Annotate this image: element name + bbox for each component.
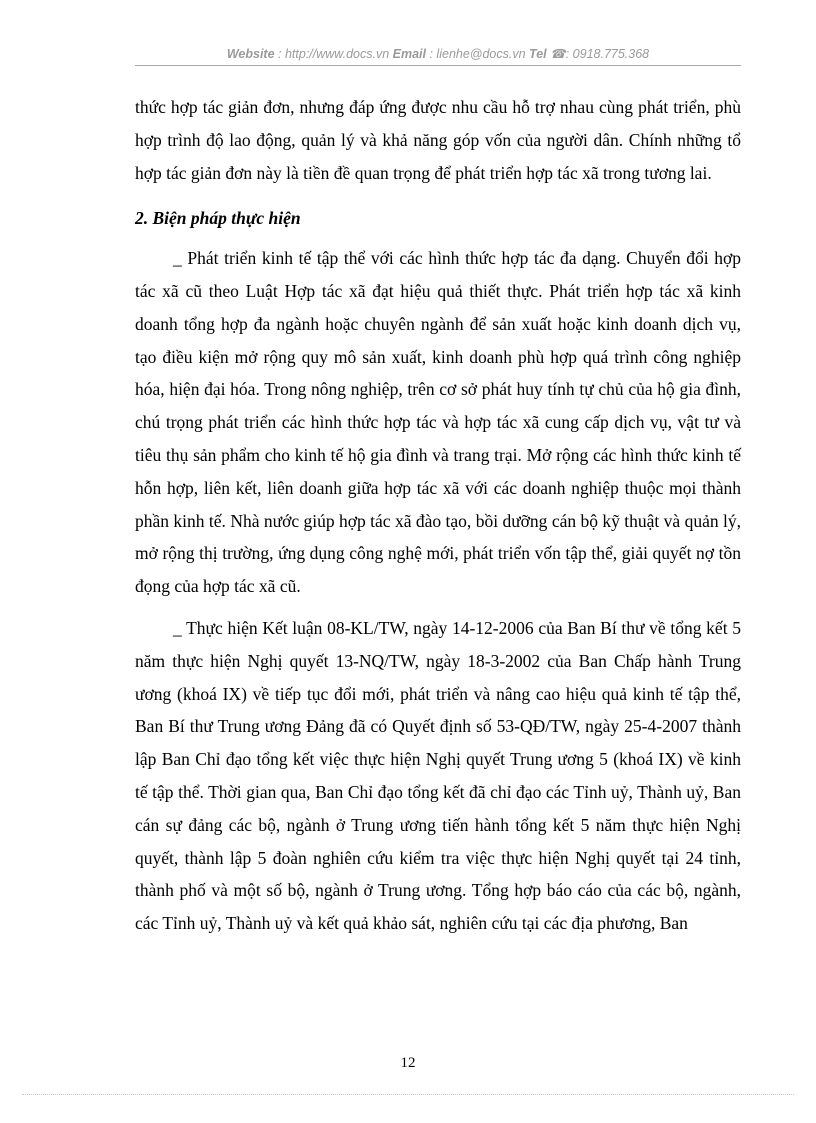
page-number: 12 [400,1055,416,1071]
paragraph-intro: thức hợp tác giản đơn, nhưng đáp ứng được nhu cầu hỗ trợ nhau cùng phát triển, phù hợp trình độ lao động, quản lý và khả năng góp vốn của người dân. Chính những tổ hợp tác giản đơn này là tiền đề quan trọng để phát triển hợp tác xã trong tương lai. [135,97,741,183]
bottom-divider [22,1094,794,1095]
website-value: : http://www.docs.vn [274,47,393,61]
email-value: : lienhe@docs.vn [426,47,530,61]
header-divider [135,65,741,66]
section-heading: 2. Biện pháp thực hiện [135,208,301,229]
email-label: Email [392,47,427,61]
paragraph-1: _ Phát triển kinh tế tập thể với các hình thức hợp tác đa dạng. Chuyển đổi hợp tác xã cũ theo Luật Hợp tác xã đạt hiệu quả thiết thực. Phát triển hợp tác xã kinh doanh tổng hợp đa ngành hoặc chuyên ngành để sản xuất hoặc kinh doanh dịch vụ, tạo điều kiện mở rộng quy mô sản xuất, kinh doanh phù hợp quá trình công nghiệp hóa, hiện đại hóa. Trong nông nghiệp, trên cơ sở phát huy tính tự chủ của hộ gia đình, chú trọng phát triển các hình thức hợp tác và hợp tác xã cung cấp dịch vụ, vật tư và tiêu thụ sản phẩm cho kinh tế hộ gia đình và trang trại. Mở rộng các hình thức kinh tế hỗn hợp, liên kết, liên doanh giữa hợp tác xã với các doanh nghiệp thuộc mọi thành phần kinh tế. Nhà nước giúp hợp tác xã đào tạo, bồi dưỡng cán bộ kỹ thuật và quản lý, mở rộng thị trường, ứng dụng công nghệ mới, phát triển vốn tập thể, giải quyết nợ tồn đọng của hợp tác xã cũ. [135,248,741,597]
page-content [135,91,741,940]
website-label: Website [226,47,275,61]
tel-value: : 0918.775.368 [565,47,650,61]
tel-label: Tel [529,47,547,61]
phone-icon: ☎ [550,47,566,61]
page-header [135,46,741,61]
paragraph-2: _ Thực hiện Kết luận 08-KL/TW, ngày 14-12-2006 của Ban Bí thư về tổng kết 5 năm thực hiện Nghị quyết 13-NQ/TW, ngày 18-3-2002 của Ban Chấp hành Trung ương (khoá IX) về tiếp tục đổi mới, phát triển và nâng cao hiệu quả kinh tế tập thể, Ban Bí thư Trung ương Đảng đã có Quyết định số 53-QĐ/TW, ngày 25-4-2007 thành lập Ban Chỉ đạo tổng kết việc thực hiện Nghị quyết Trung ương 5 (khoá IX) về kinh tế tập thể. Thời gian qua, Ban Chỉ đạo tổng kết đã chỉ đạo các Tỉnh uỷ, Thành uỷ, Ban cán sự đảng các bộ, ngành ở Trung ương tiến hành tổng kết 5 năm thực hiện Nghị quyết, thành lập 5 đoàn nghiên cứu kiểm tra việc thực hiện Nghị quyết tại 24 tỉnh, thành phố và một số bộ, ngành ở Trung ương. Tổng hợp báo cáo của các bộ, ngành, các Tỉnh uỷ, Thành uỷ và kết quả khảo sát, nghiên cứu tại các địa phương, Ban [135,617,741,934]
